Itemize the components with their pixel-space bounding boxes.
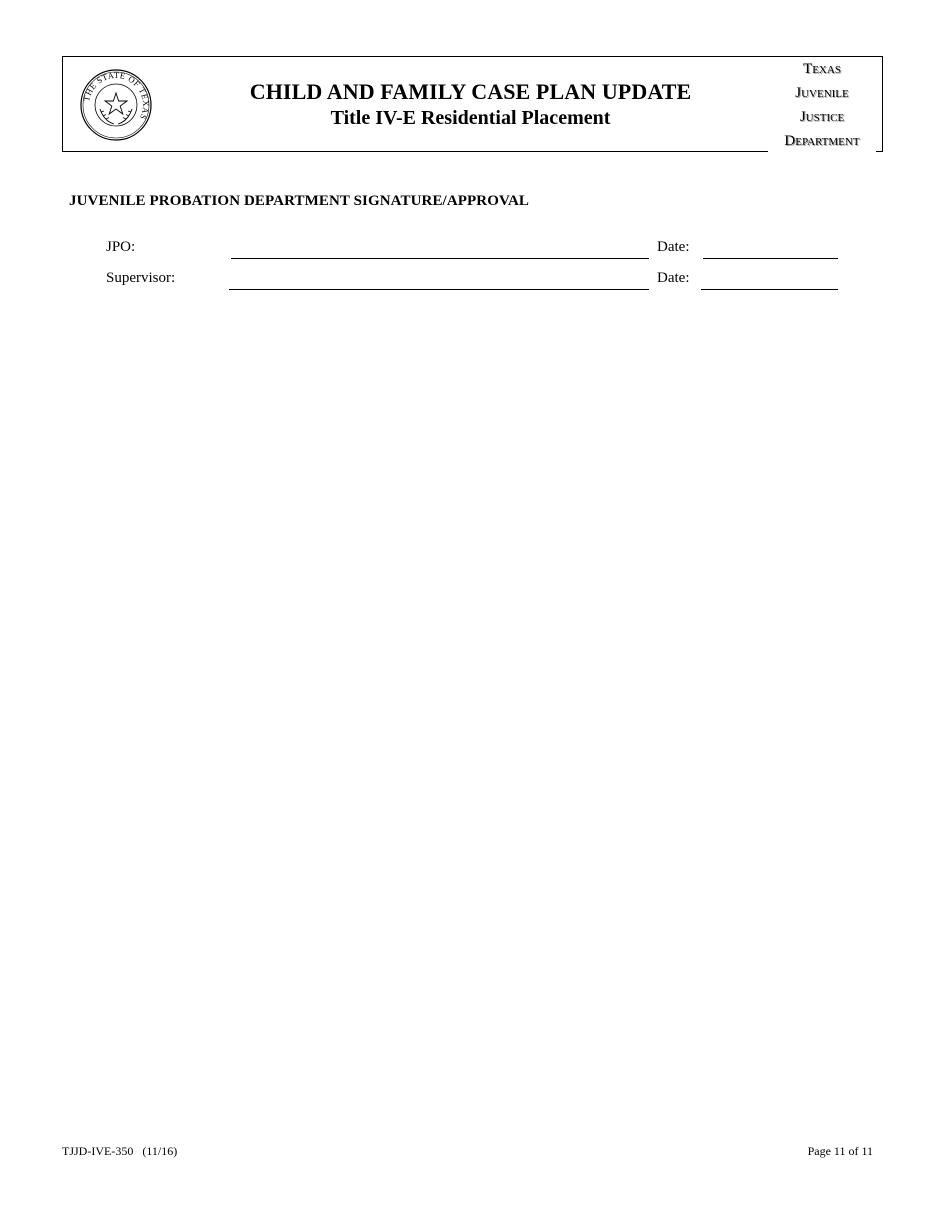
agency-line-texas: Texas — [803, 61, 841, 77]
title-block — [193, 79, 748, 131]
form-id: TJJD-IVE-350 (11/16) — [62, 1144, 178, 1158]
agency-line-justice: Justice — [799, 109, 845, 125]
supervisor-date-line[interactable] — [701, 289, 838, 290]
header-box — [62, 56, 883, 152]
agency-logo — [768, 57, 876, 153]
supervisor-date-label: Date: — [657, 270, 690, 286]
section-heading: JUVENILE PROBATION DEPARTMENT SIGNATURE/APPROVAL — [69, 193, 530, 209]
page-number: Page 11 of 11 — [807, 1144, 873, 1158]
agency-line-department: Department — [784, 133, 860, 149]
page-title: CHILD AND FAMILY CASE PLAN UPDATE — [249, 79, 692, 104]
agency-line-juvenile: Juvenile — [795, 85, 849, 101]
page-subtitle: Title IV-E Residential Placement — [330, 107, 611, 129]
jpo-label: JPO: — [106, 239, 136, 255]
supervisor-label: Supervisor: — [106, 270, 176, 286]
svg-text:THE STATE OF TEXAS — [81, 70, 151, 122]
seal-text: THE STATE OF TEXAS — [81, 69, 152, 122]
jpo-date-line[interactable] — [703, 258, 838, 259]
jpo-signature-line[interactable] — [231, 258, 649, 259]
supervisor-signature-line[interactable] — [229, 289, 649, 290]
texas-seal-icon — [80, 69, 152, 141]
jpo-date-label: Date: — [657, 239, 690, 255]
